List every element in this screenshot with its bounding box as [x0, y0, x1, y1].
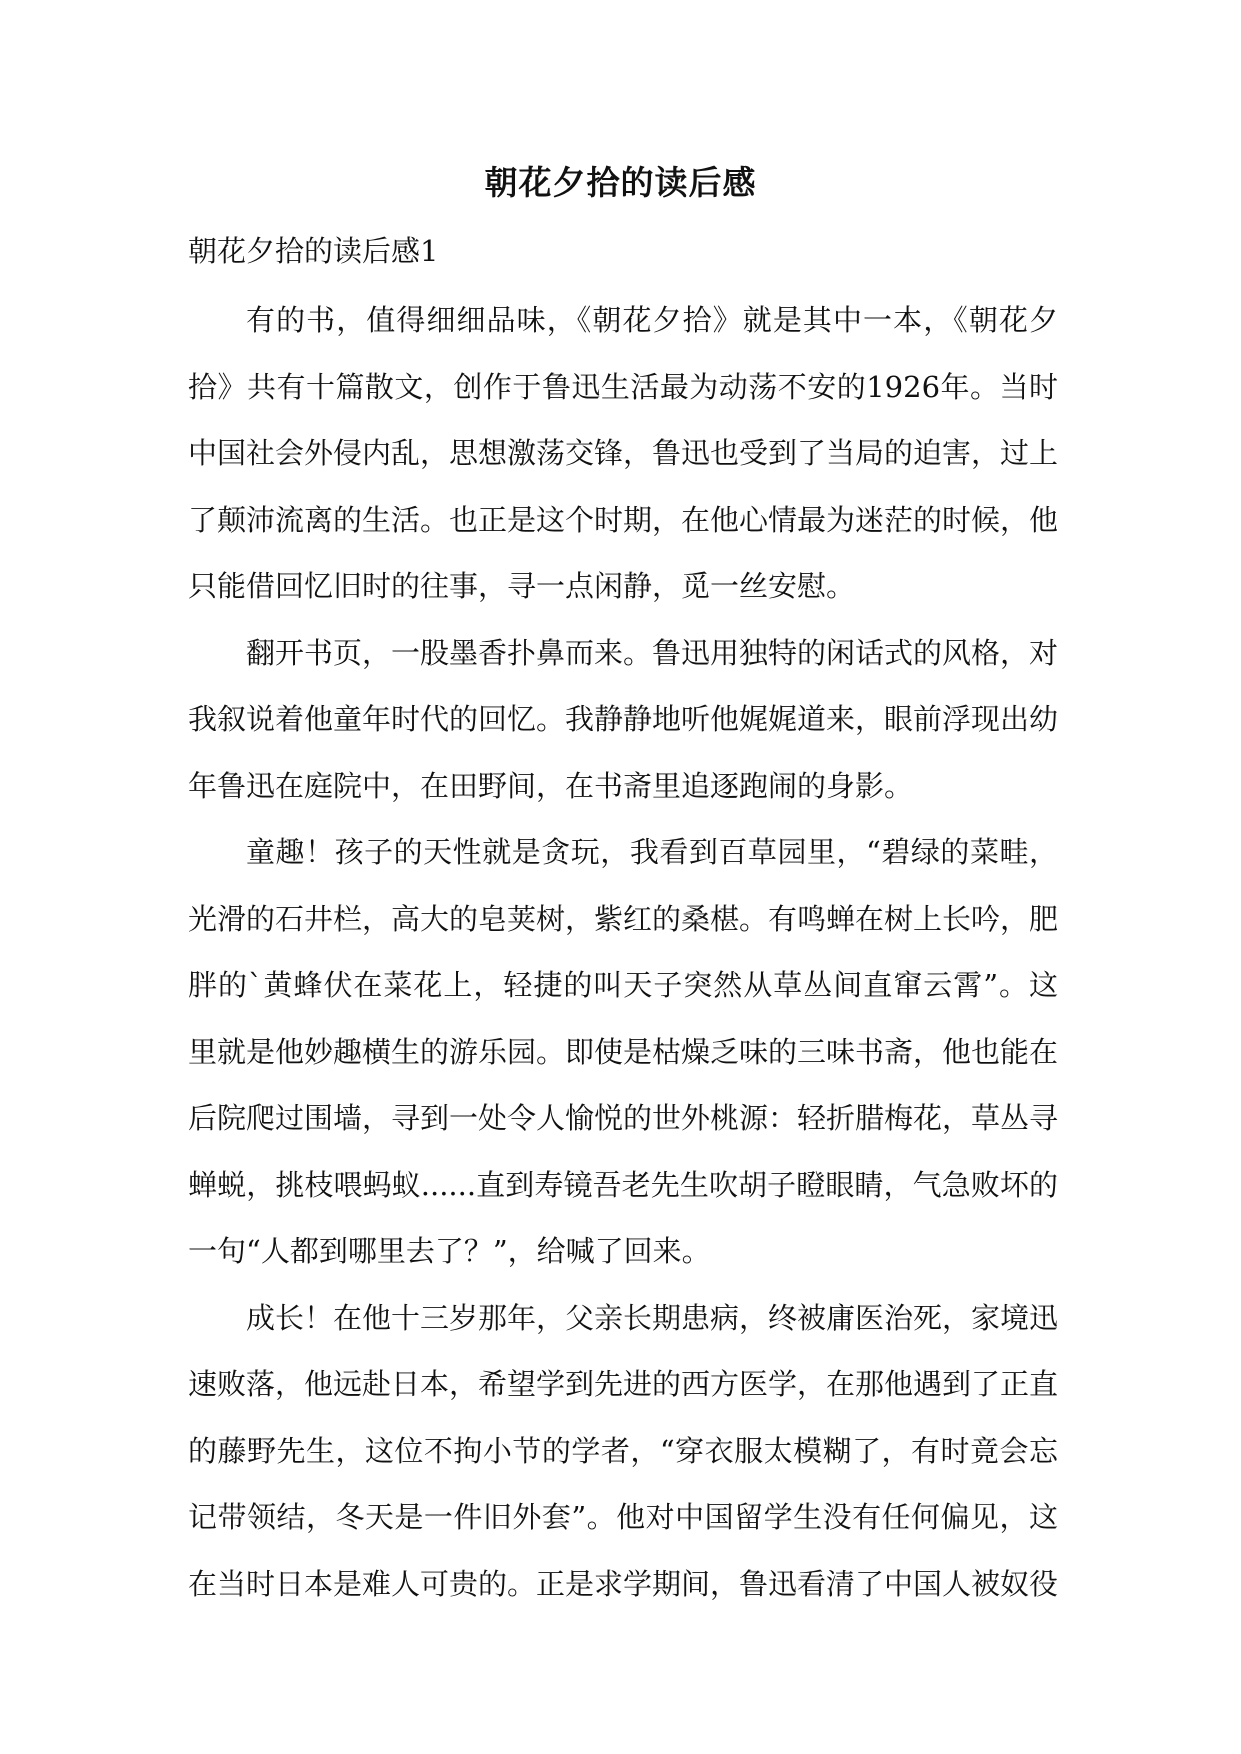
paragraph: 翻开书页，一股墨香扑鼻而来。鲁迅用独特的闲话式的风格，对我叙说着他童年时代的回忆。我静静地听他娓娓道来，眼前浮现出幼年鲁迅在庭院中，在田野间，在书斋里追逐跑闹的身影。 — [188, 635, 1059, 803]
document-title: 朝花夕拾的读后感 — [484, 163, 757, 202]
section-heading: 朝花夕拾的读后感1 — [188, 234, 439, 268]
paragraph: 童趣！孩子的天性就是贪玩，我看到百草园里，“碧绿的菜畦，光滑的石井栏，高大的皂荚树，紫红的桑椹。有鸣蝉在树上长吟，肥胖的`黄蜂伏在菜花上，轻捷的叫天子突然从草丛间直窜云霄”。这里就是他妙趣横生的游乐园。即使是枯燥乏味的三味书斋，他也能在后院爬过围墙，寻到一处令人愉悦的世外桃源：轻折腊梅花，草丛寻蝉蜕，挑枝喂蚂蚁......直到寿镜吾老先生吹胡子瞪眼睛，气急败坏的一句“人都到哪里去了？”，给喊了回来。 — [188, 835, 1059, 1268]
paragraph: 有的书，值得细细品味，《朝花夕拾》就是其中一本，《朝花夕拾》共有十篇散文，创作于鲁迅生活最为动荡不安的1926年。当时中国社会外侵内乱，思想激荡交锋，鲁迅也受到了当局的迫害，过上了颠沛流离的生活。也正是这个时期，在他心情最为迷茫的时候，他只能借回忆旧时的往事，寻一点闲静，觅一丝安慰。 — [188, 303, 1059, 603]
document-body — [188, 287, 1058, 1617]
paragraph: 成长！在他十三岁那年，父亲长期患病，终被庸医治死，家境迅速败落，他远赴日本，希望学到先进的西方医学，在那他遇到了正直的藤野先生，这位不拘小节的学者，“穿衣服太模糊了，有时竟会忘记带领结，冬天是一件旧外套”。他对中国留学生没有任何偏见，这在当时日本是难人可贵的。正是求学期间，鲁迅看清了中国人被奴役 — [188, 1300, 1059, 1601]
